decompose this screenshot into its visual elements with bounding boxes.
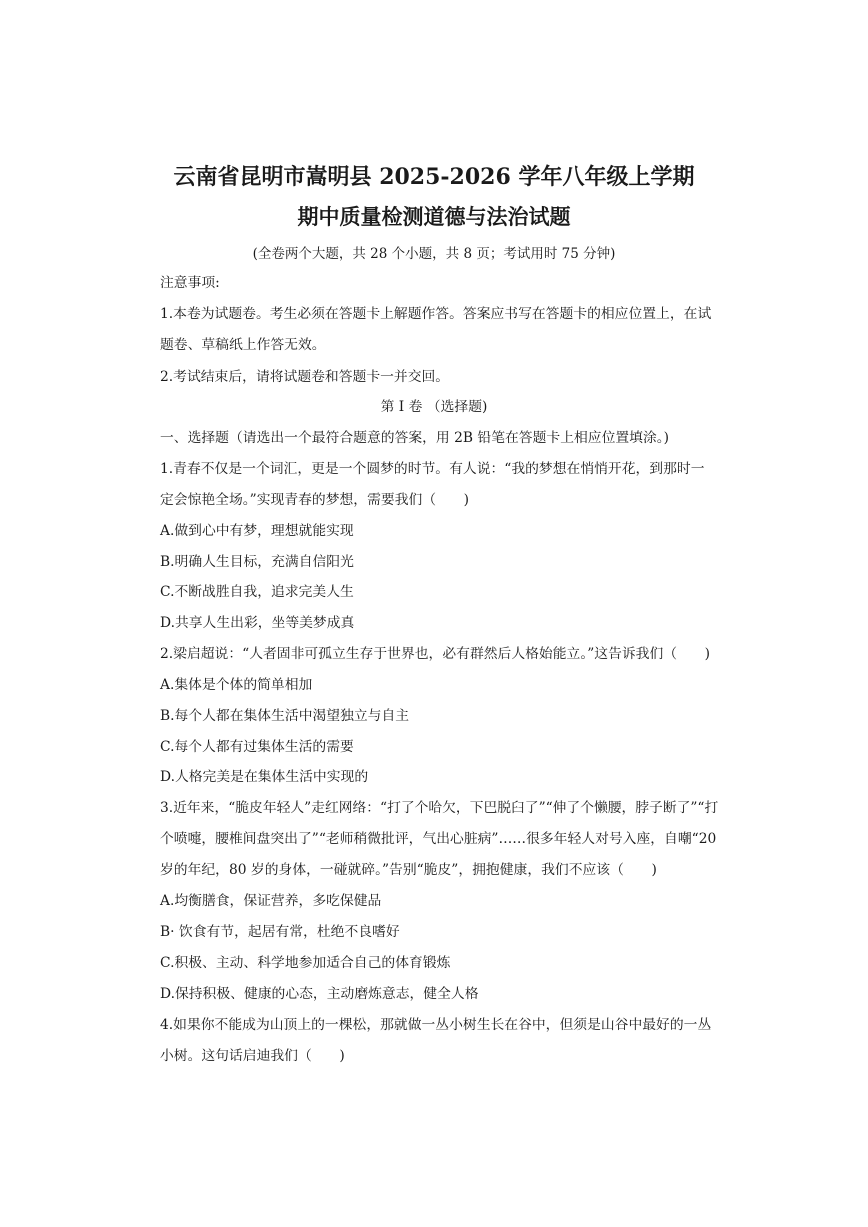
question-1-option-d: D.共享人生出彩，坐等美梦成真 [160,615,355,631]
question-2-option-b: B.每个人都在集体生活中渴望独立与自主 [160,708,410,724]
notice-item1-line2: 题卷、草稿纸上作答无效。 [160,337,326,353]
question-3-option-a: A.均衡膳食，保证营养，多吃保健品 [160,893,382,909]
question-3-stem-line1: 3.近年来，“脆皮年轻人”走红网络：“打了个哈欠，下巴脱臼了”“伸了个懒腰，脖子断了”“打 [160,800,719,816]
question-2-option-a: A.集体是个体的简单相加 [160,677,313,693]
notice-item1-line1: 1.本卷为试题卷。考生必须在答题卡上解题作答。答案应书写在答题卡的相应位置上，在试 [160,306,712,322]
question-2-stem-line1: 2.梁启超说：“人者固非可孤立生存于世界也，必有群然后人格始能立。”这告诉我们（ ) [160,646,711,662]
question-2-option-d: D.人格完美是在集体生活中实现的 [160,769,369,785]
question-3-option-c: C.积极、主动、科学地参加适合自己的体育锻炼 [160,955,451,971]
notice-item2: 2.考试结束后，请将试题卷和答题卡一并交回。 [160,369,450,385]
question-1-stem-line1: 1.青春不仅是一个词汇，更是一个圆梦的时节。有人说：“我的梦想在悄悄开花，到那时一 [160,461,705,477]
question-4-stem-line2: 小树。这句话启迪我们（ ) [160,1048,345,1064]
question-3-option-b: B· 饮食有节，起居有常，杜绝不良嗜好 [160,924,400,940]
question-1-option-c: C.不断战胜自我，追求完美人生 [160,584,354,600]
question-3-stem-line3: 岁的年纪，80 岁的身体，一碰就碎。”告别“脆皮”，拥抱健康，我们不应该（ ) [160,862,657,878]
question-1-option-b: B.明确人生目标，充满自信阳光 [160,554,354,570]
question-2-option-c: C.每个人都有过集体生活的需要 [160,739,354,755]
question-1-option-a: A.做到心中有梦，理想就能实现 [160,523,354,539]
exam-subtitle: (全卷两个大题，共 28 个小题，共 8 页；考试用时 75 分钟) [252,246,616,262]
question-3-option-d: D.保持积极、健康的心态，主动磨炼意志，健全人格 [160,986,479,1002]
question-4-stem-line1: 4.如果你不能成为山顶上的一棵松，那就做一丛小树生长在谷中，但须是山谷中最好的一丛 [160,1017,712,1033]
section-heading: 一、选择题（请选出一个最符合题意的答案，用 2B 铅笔在答题卡上相应位置填涂。) [160,430,670,446]
question-1-stem-line2: 定会惊艳全场。”实现青春的梦想，需要我们（ ) [160,492,470,508]
exam-title-line1: 云南省昆明市嵩明县 2025-2026 学年八年级上学期 [173,164,695,190]
question-3-stem-line2: 个喷嚏，腰椎间盘突出了”“老师稍微批评，气出心脏病”……很多年轻人对号入座，自嘲“20 [160,831,717,847]
exam-title-line2: 期中质量检测道德与法治试题 [297,204,571,229]
notice-heading: 注意事项: [160,275,220,291]
part1-title: 第 I 卷 （选择题) [380,399,488,415]
